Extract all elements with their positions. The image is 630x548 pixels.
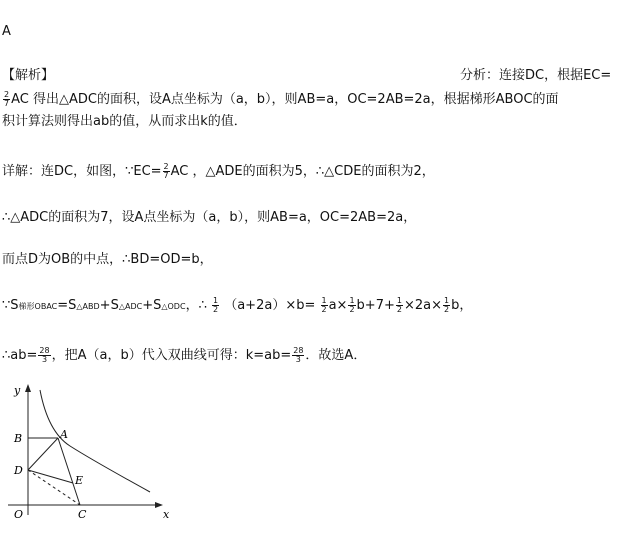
detail-line-3: 而点D为OB的中点，∴BD=OD=b， bbox=[2, 252, 213, 267]
segment-AC bbox=[58, 438, 80, 505]
segment-DC-dashed bbox=[28, 470, 80, 505]
detail-line-2: ∴△ADC的面积为7，设A点坐标为（a，b），则AB=a，OC=2AB=2a， bbox=[2, 210, 417, 225]
segment-AD bbox=[28, 438, 58, 470]
label-y: y bbox=[14, 384, 21, 397]
label-O: O bbox=[14, 508, 24, 521]
analysis-line-2: $\frac{2}{7}$ AC 得出△ADC的面积，设A点坐标为（a，b），则AB=a，OC=2AB=2a，根据梯形ABOC的面 bbox=[4, 90, 559, 108]
x-axis-arrow bbox=[155, 502, 163, 508]
fraction-2-7: $\frac{2}{7}$ bbox=[163, 162, 169, 180]
fraction-1-2: $\frac{1}{2}$ bbox=[396, 296, 402, 314]
analysis-prefix: 分析：连接DC，根据EC= bbox=[460, 68, 612, 83]
detail-line-1: 详解：连DC，如图，∵EC= $\frac{2}{7}$ AC ，△ADE的面积为5，∴△CDE的面积为2， bbox=[2, 162, 435, 180]
fraction-1-2: $\frac{1}{2}$ bbox=[349, 296, 355, 314]
label-D: D bbox=[14, 464, 23, 477]
analysis-heading: 【解析】 bbox=[2, 68, 55, 83]
label-C: C bbox=[78, 508, 87, 521]
label-B: B bbox=[14, 432, 23, 445]
geometry-figure bbox=[0, 380, 180, 530]
detail-line-4: ∵S梯形OBAC=S△ABD+S△ADC+S△ODC，∴ $\frac{1}{2}$ （a+2a）×b= $\frac{1}{2}$ a× $\frac{1}{2}$ b+7+ $\frac{1}{2}$ ×2a× $\frac{1}{2}$ b， bbox=[2, 296, 473, 314]
label-A: A bbox=[60, 428, 68, 441]
fraction-1-2: $\frac{1}{2}$ bbox=[321, 296, 327, 314]
detail-line-5: ∴ab= $\frac{28}{3}$ ，把A（a，b）代入双曲线可得：k=ab= $\frac{28}{3}$ ．故选A． bbox=[2, 346, 367, 364]
fraction-28-3: $\frac{28}{3}$ bbox=[293, 346, 304, 364]
label-E: E bbox=[75, 474, 84, 487]
fraction-1-2: $\frac{1}{2}$ bbox=[212, 296, 219, 314]
segment-DE bbox=[28, 470, 73, 483]
answer-letter: A bbox=[2, 24, 11, 39]
fraction-2-7: $\frac{2}{7}$ bbox=[4, 90, 10, 108]
y-axis-arrow bbox=[25, 384, 31, 392]
label-x: x bbox=[163, 508, 170, 521]
analysis-line-3: 积计算法则得出ab的值，从而求出k的值． bbox=[2, 114, 247, 129]
fraction-1-2: $\frac{1}{2}$ bbox=[443, 296, 450, 314]
hyperbola-curve bbox=[40, 390, 150, 492]
fraction-28-3: $\frac{28}{3}$ bbox=[39, 346, 50, 364]
